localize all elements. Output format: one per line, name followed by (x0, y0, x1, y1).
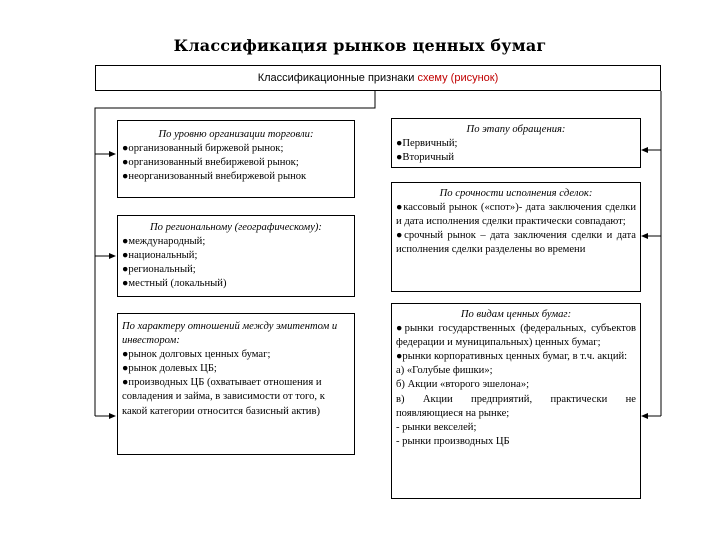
list-item: ●рынок долевых ЦБ; (122, 363, 217, 375)
box-execution-urgency (391, 182, 641, 292)
box-heading: По видам ценных бумаг: (460, 309, 572, 320)
list-item: ●Вторичный (396, 152, 455, 164)
box-regional (117, 215, 355, 297)
box-trading-organization (117, 120, 355, 198)
box-heading: По уровню организации торговли: (158, 129, 314, 140)
list-item: ●организованный биржевой рынок; (122, 143, 284, 155)
box-issuer-investor (117, 313, 355, 455)
list-item: ●неорганизованный внебиржевой рынок (122, 171, 307, 183)
list-item: ●организованный внебиржевой рынок; (122, 157, 299, 169)
list-item: ●международный; (122, 236, 206, 248)
list-item: ●производных ЦБ (охватывает отношения и совладения и займа, в зависимости от того, к какой категории относится базисный актив) (122, 377, 325, 417)
list-item: ●рынок долговых ценных бумаг; (122, 349, 271, 361)
classification-header-box (95, 65, 661, 91)
list-item: - рынки производных ЦБ (396, 435, 510, 447)
box-security-types (391, 303, 641, 499)
list-item: в) Акции предприятий, практически не появляющиеся на рынке; (396, 393, 636, 419)
box-heading: По региональному (географическому): (150, 222, 322, 233)
list-item: б) Акции «второго эшелона»; (396, 379, 530, 391)
list-item: ●рынки корпоративных ценных бумаг, в т.ч. акций: (396, 351, 628, 363)
box-heading: По этапу обращения: (466, 124, 566, 135)
box-circulation-stage (391, 118, 641, 168)
page-title: Классификация рынков ценных бумаг (173, 36, 547, 55)
box-heading: По срочности исполнения сделок: (439, 188, 593, 199)
list-item: ●кассовый рынок («спот»)- дата заключения сделки и дата исполнения сделки практически совпадают; (396, 202, 636, 228)
list-item: а) «Голубые фишки»; (396, 365, 493, 377)
list-item: ●срочный рынок – дата заключения сделки и дата исполнения сделки разделены во времени (396, 230, 636, 256)
list-item: ●региональный; (122, 264, 196, 276)
header-highlight: схему (рисунок) (417, 72, 499, 84)
list-item: - рынки векселей; (396, 421, 477, 433)
list-item: ●национальный; (122, 250, 198, 262)
list-item: ●Первичный; (396, 138, 458, 150)
header-text: Классификационные признаки (257, 72, 418, 84)
box-heading: По характеру отношений между эмитентом и инвестором: (122, 321, 338, 347)
list-item: ●рынки государственных (федеральных, субъектов федерации и муниципальных) ценных бумаг; (396, 323, 636, 349)
list-item: ●местный (локальный) (122, 278, 227, 290)
